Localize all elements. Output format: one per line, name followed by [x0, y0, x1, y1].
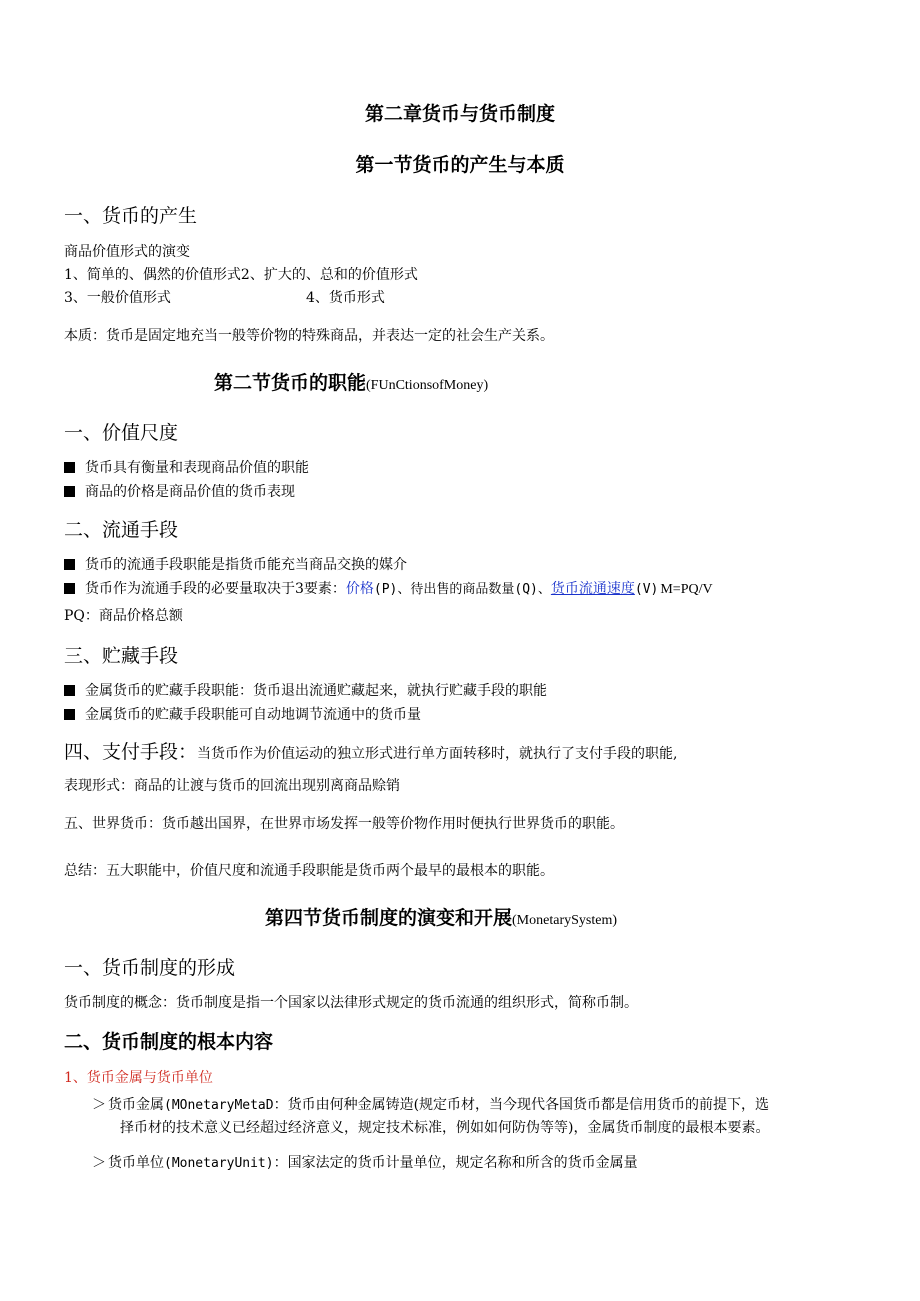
square-bullet-icon	[64, 462, 75, 473]
price-link[interactable]: 价格	[345, 581, 374, 597]
concept-text: 货币制度的概念：货币制度是指一个国家以法律形式规定的货币流通的组织形式，简称币制。	[64, 995, 638, 1011]
value-form-line2b: 4、货币形式	[306, 290, 385, 306]
bullet-text: 商品的价格是商品价值的货币表现	[85, 484, 295, 500]
heading-formation: 一、货币制度的形成	[64, 957, 236, 979]
bullet-text-post: (V)	[634, 582, 659, 597]
heading-storage: 三、贮藏手段	[64, 645, 179, 667]
summary-text: 总结：五大职能中，价值尺度和流通手段职能是货币两个最早的最根本的职能。	[64, 863, 554, 879]
arrow-icon: ＞	[92, 1155, 106, 1171]
formula: M=PQ/V	[660, 582, 713, 597]
bullet-text: 货币具有衡量和表现商品价值的职能	[85, 460, 309, 476]
bullet-item	[64, 682, 547, 700]
heading-content: 二、货币制度的根本内容	[64, 1031, 274, 1053]
bullet-item	[64, 556, 407, 574]
section4-title-en: (MonetarySystem)	[512, 913, 617, 928]
velocity-link[interactable]: 货币流通速度	[550, 581, 635, 597]
item-monetary-metal-cont: 择币材的技术意义已经超过经济意义，规定技术标准，例如如何防伪等等)，金属货币制度的最根本要素。	[120, 1120, 770, 1136]
arrow-icon: ＞	[92, 1097, 106, 1113]
item-label: 货币金属	[108, 1097, 164, 1113]
heading-circulation: 二、流通手段	[64, 519, 179, 541]
bullet-item	[64, 483, 295, 501]
bullet-text-mid: (P)、待出售的商品数量(Q)、	[373, 582, 551, 597]
world-money-text: 五、世界货币：货币越出国界，在世界市场发挥一般等价物作用时便执行世界货币的职能。	[64, 816, 624, 832]
section4-title-cn: 第四节货币制度的演变和开展	[265, 907, 513, 929]
section2-title-cn: 第二节货币的职能	[214, 372, 367, 394]
item-label: 货币单位	[108, 1155, 164, 1171]
square-bullet-icon	[64, 685, 75, 696]
item-en: (MOnetaryMetaD	[164, 1098, 274, 1113]
item-text: ：国家法定的货币计量单位，规定名称和所含的货币金属量	[273, 1155, 638, 1171]
bullet-text: 货币的流通手段职能是指货币能充当商品交换的媒介	[85, 557, 407, 573]
square-bullet-icon	[64, 709, 75, 720]
bullet-item	[64, 706, 421, 724]
bullet-item	[64, 580, 713, 599]
value-form-line2a: 3、一般价值形式	[64, 290, 171, 306]
item-en: (MonetaryUnit)	[164, 1156, 274, 1171]
payment-text: 当货币作为价值运动的独立形式进行单方面转移时，就执行了支付手段的职能,	[197, 746, 678, 762]
bullet-text: 货币作为流通手段的必要量取决于3要素：	[85, 581, 346, 597]
section2-title-en: (FUnCtionsofMoney)	[366, 378, 489, 393]
section4-title	[265, 906, 617, 933]
value-form-subtitle: 商品价值形式的演变	[64, 244, 190, 260]
heading-value-measure: 一、价值尺度	[64, 422, 179, 444]
value-form-line1: 1、简单的、偶然的价值形式2、扩大的、总和的价值形式	[64, 267, 418, 283]
bullet-item	[64, 459, 309, 477]
pq-note: PQ：商品价格总额	[64, 608, 183, 624]
section1-title: 第一节货币的产生与本质	[355, 154, 565, 176]
square-bullet-icon	[64, 486, 75, 497]
bullet-text: 金属货币的贮藏手段职能可自动地调节流通中的货币量	[85, 707, 421, 723]
item-text: ：货币由何种金属铸造(规定币材，当今现代各国货币都是信用货币的前提下，选	[273, 1097, 770, 1113]
square-bullet-icon	[64, 559, 75, 570]
square-bullet-icon	[64, 583, 75, 594]
bullet-text: 金属货币的贮藏手段职能：货币退出流通贮藏起来，就执行贮藏手段的职能	[85, 683, 547, 699]
section2-title	[214, 371, 488, 398]
form-text: 表现形式：商品的让渡与货币的回流出现别离商品赊销	[64, 778, 400, 794]
item-monetary-unit	[92, 1154, 638, 1173]
essence-text: 本质：货币是固定地充当一般等价物的特殊商品，并表达一定的社会生产关系。	[64, 328, 554, 344]
heading-origin: 一、货币的产生	[64, 205, 198, 227]
item-monetary-metal	[92, 1096, 769, 1115]
subheading-metal-unit: 1、货币金属与货币单位	[64, 1070, 213, 1086]
payment-paragraph	[64, 740, 677, 764]
chapter-title: 第二章货币与货币制度	[364, 103, 555, 125]
heading-payment: 四、支付手段：	[64, 741, 198, 763]
